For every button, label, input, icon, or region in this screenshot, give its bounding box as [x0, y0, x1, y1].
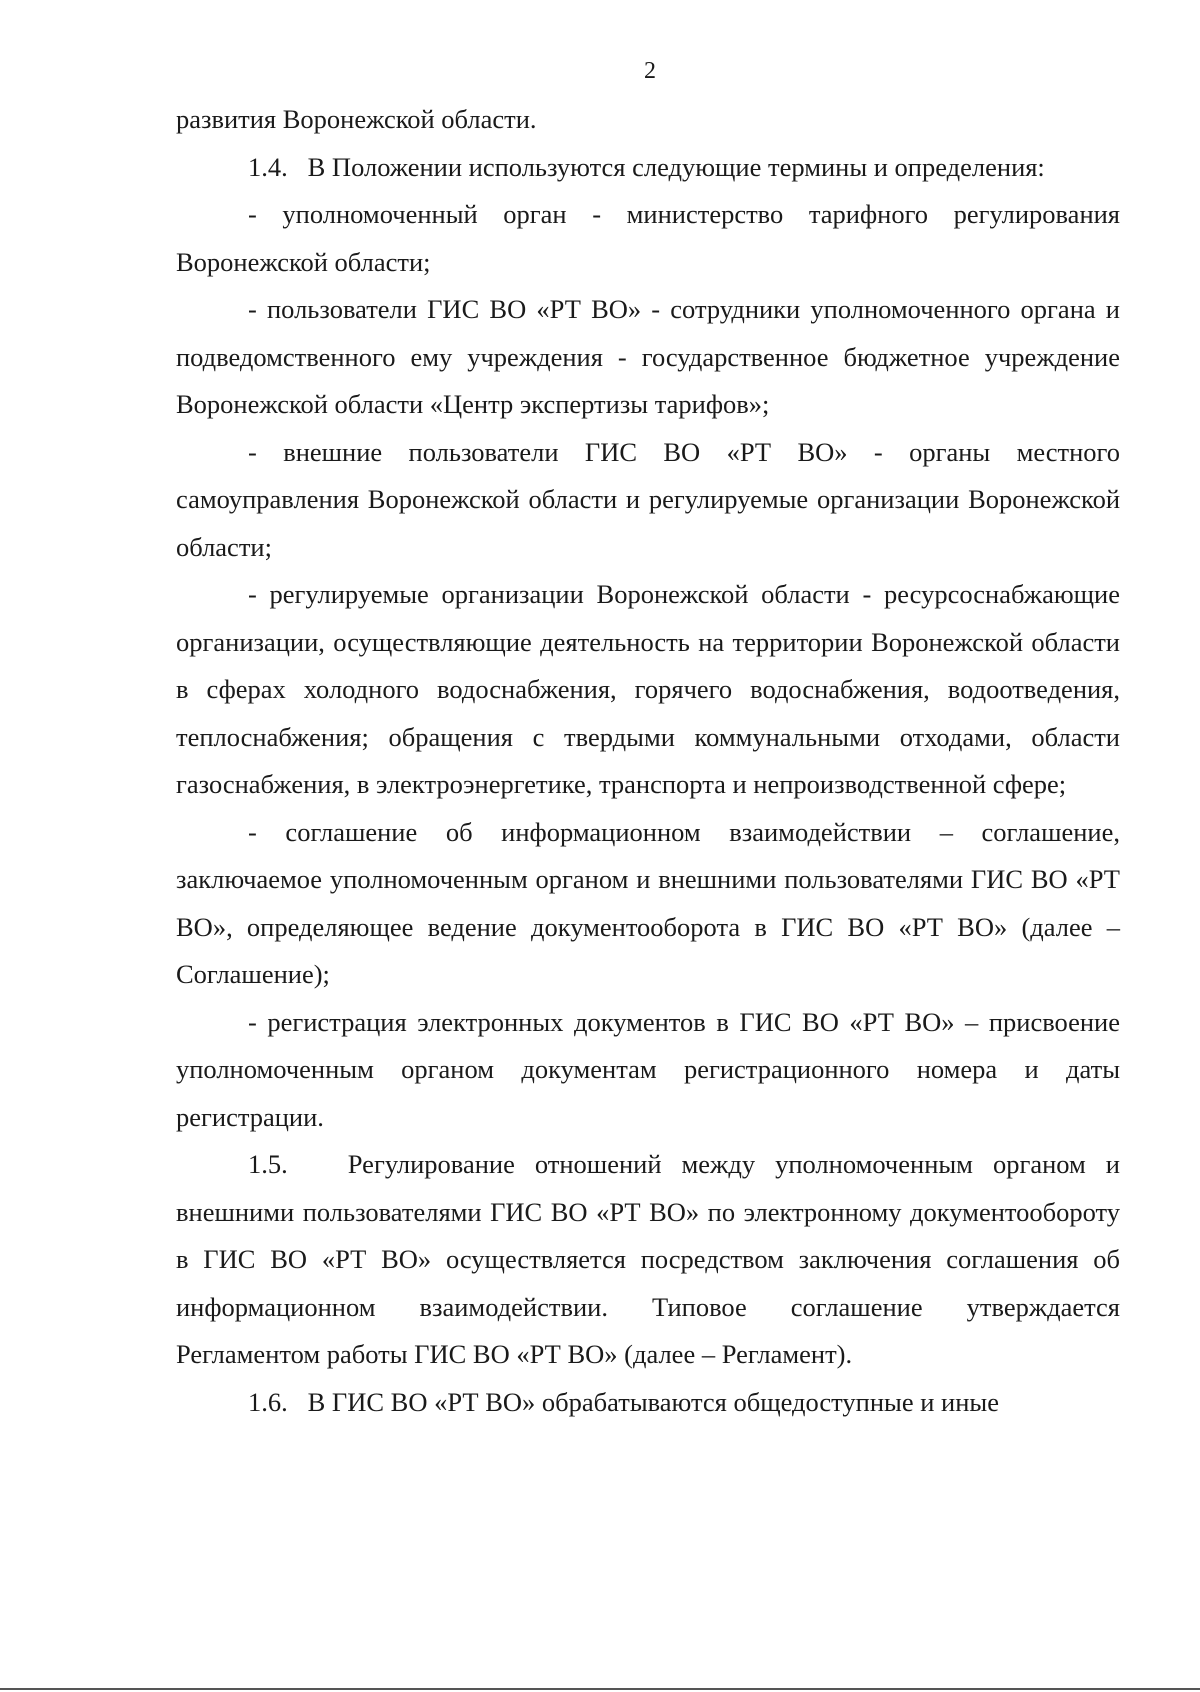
document-body: [176, 96, 1120, 1426]
paragraph-1-4: 1.4. В Положении используются следующие термины и определения:: [248, 151, 1045, 182]
definition-registration: - регистрация электронных документов в ГИС ВО «РТ ВО» – присвоение уполномоченным органом документам регистрационного номера и даты регистрации.: [176, 1006, 1120, 1132]
definition-regulated-organizations: - регулируемые организации Воронежской области - ресурсоснабжающие организации, осуществляющие деятельность на территории Воронежской области в сферах холодного водоснабжения, горячего водоснабжения, водоотведения, теплоснабжения; обращения с твердыми коммунальными отходами, области газоснабжения, в электроэнергетике, транспорта и непроизводственной сфере;: [176, 579, 1120, 799]
definition-users: - пользователи ГИС ВО «РТ ВО» - сотрудники уполномоченного органа и подведомственного ему учреждения - государственное бюджетное учреждение Воронежской области «Центр экспертизы тарифов»;: [176, 294, 1120, 419]
paragraph-1-5: 1.5. Регулирование отношений между уполномоченным органом и внешними пользователями ГИС ВО «РТ ВО» по электронному документообороту в ГИС ВО «РТ ВО» осуществляется посредством заключения соглашения об информационном взаимодействии. Типовое соглашение утверждается Регламентом работы ГИС ВО «РТ ВО» (далее – Регламент).: [176, 1149, 1120, 1369]
paragraph-continuation: развития Воронежской области.: [176, 104, 537, 134]
bottom-divider: [0, 1688, 1200, 1690]
definition-external-users: - внешние пользователи ГИС ВО «РТ ВО» - органы местного самоуправления Воронежской области и регулируемые организации Воронежской области;: [176, 436, 1120, 562]
definition-agreement: - соглашение об информационном взаимодействии – соглашение, заключаемое уполномоченным органом и внешними пользователями ГИС ВО «РТ ВО», определяющее ведение документооборота в ГИС ВО «РТ ВО» (далее – Соглашение);: [176, 816, 1120, 989]
paragraph-1-6: 1.6. В ГИС ВО «РТ ВО» обрабатываются общедоступные и иные: [248, 1386, 999, 1417]
definition-authorized-body: - уполномоченный орган - министерство тарифного регулирования Воронежской области;: [176, 199, 1120, 277]
page-number: 2: [644, 58, 656, 84]
